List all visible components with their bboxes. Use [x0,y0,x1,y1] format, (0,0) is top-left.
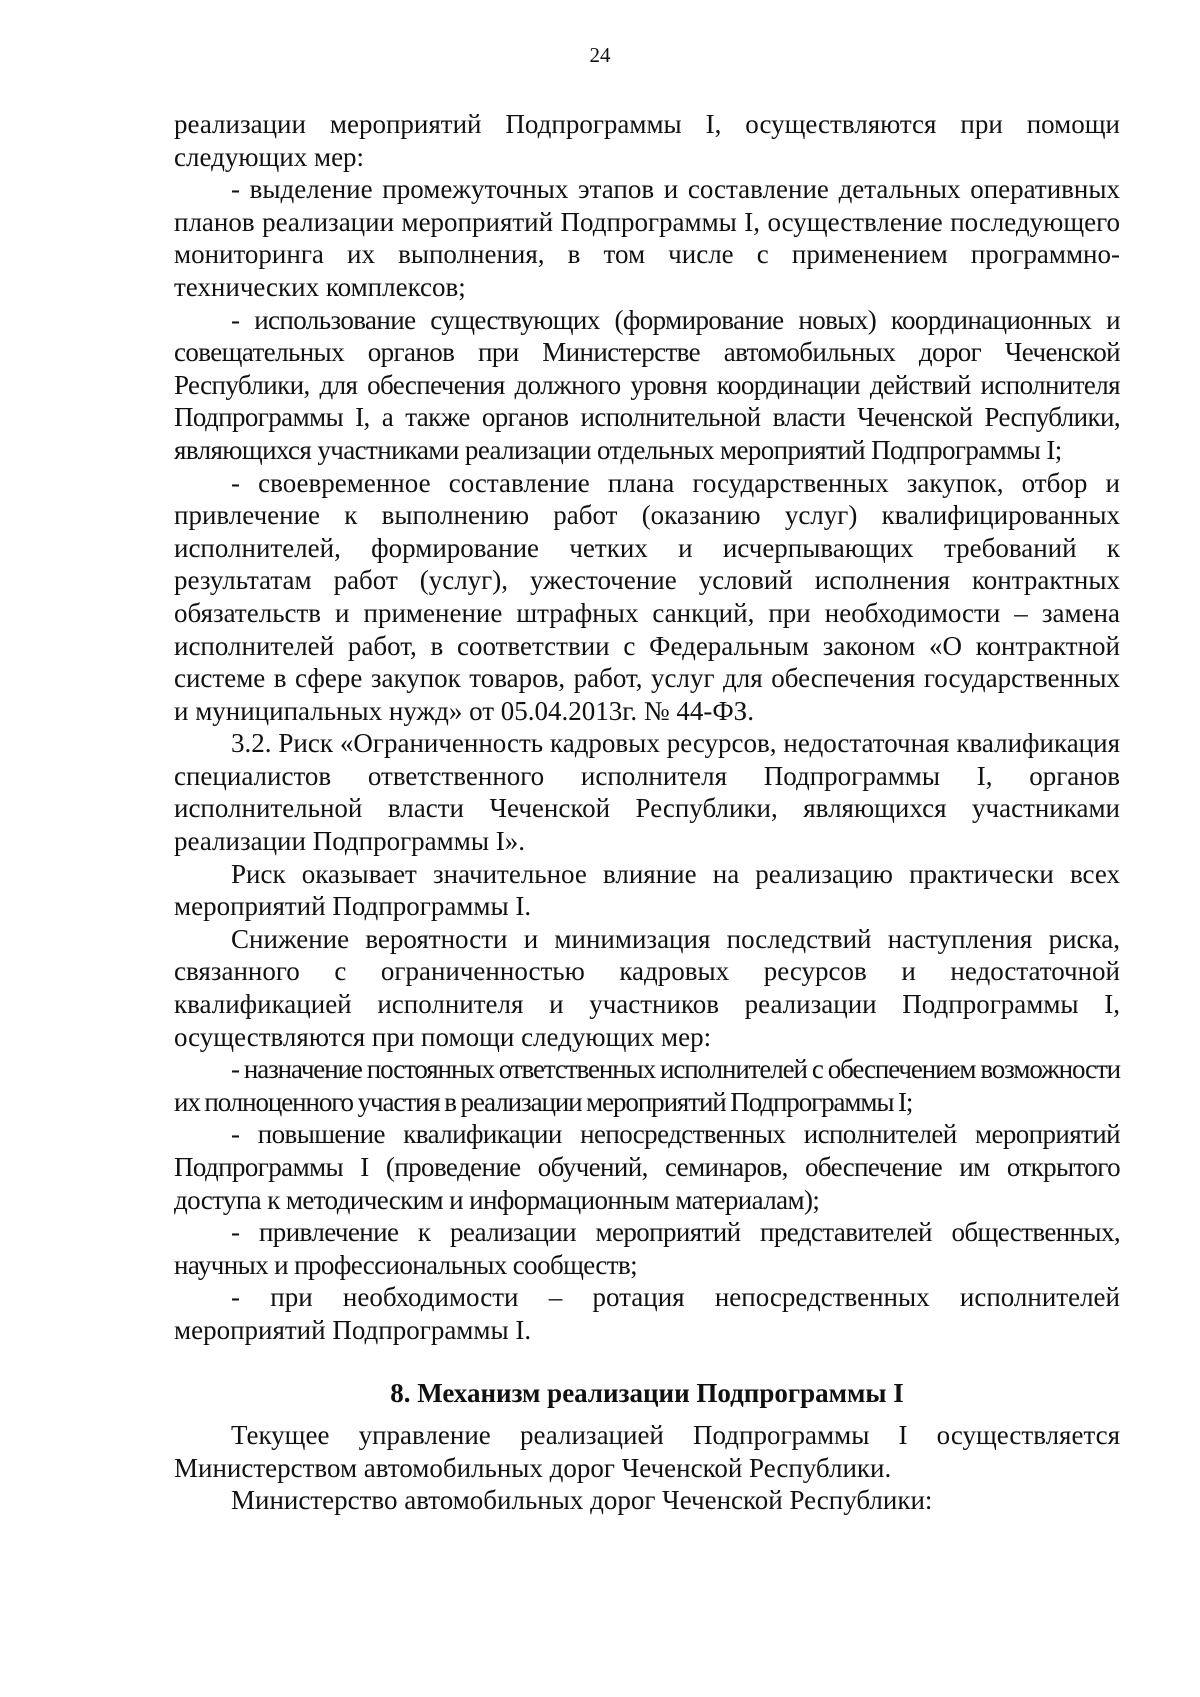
document-body [174,108,1120,1517]
paragraph: Текущее управление реализацией Подпрограммы I осуществляется Министерством автомобильных дорог Чеченской Республики. [174,1420,1120,1483]
page-number: 24 [589,43,611,67]
list-item: - использование существующих (формирование новых) координационных и совещательных органов при Министерстве автомобильных дорог Чеченской Республики, для обеспечения должного уровня координации действий исполнителя Подпрограммы I, а также органов исполнительной власти Чеченской Республики, являющихся участниками реализации отдельных мероприятий Подпрограммы I; [174,304,1120,465]
list-item: - повышение квалификации непосредственных исполнителей мероприятий Подпрограммы I (проведение обучений, семинаров, обеспечение им открытого доступа к методическим и информационным материалам); [174,1119,1120,1215]
section-heading: 8. Механизм реализации Подпрограммы I [390,1377,904,1408]
paragraph: реализации мероприятий Подпрограммы I, осуществляются при помощи следующих мер: [174,109,1120,172]
paragraph: Министерство автомобильных дорог Чеченской Республики: [231,1485,933,1516]
list-item: - назначение постоянных ответственных исполнителей с обеспечением возможности их полноценного участия в реализации мероприятий Подпрограммы I; [174,1054,1120,1117]
list-item: - при необходимости – ротация непосредственных исполнителей мероприятий Подпрограммы I. [174,1282,1120,1345]
list-item: - привлечение к реализации мероприятий представителей общественных, научных и профессиональных сообществ; [174,1217,1120,1280]
paragraph: Снижение вероятности и минимизация последствий наступления риска, связанного с ограниченностью кадровых ресурсов и недостаточной квалификацией исполнителя и участников реализации Подпрограммы I, осуществляются при помощи следующих мер: [174,923,1120,1052]
list-item: - выделение промежуточных этапов и составление детальных оперативных планов реализации мероприятий Подпрограммы I, осуществление последующего мониторинга их выполнения, в том числе с применением программно-технических комплексов; [174,174,1120,302]
list-item: - своевременное составление плана государственных закупок, отбор и привлечение к выполнению работ (оказанию услуг) квалифицированных исполнителей, формирование четких и исчерпывающих требований к результатам работ (услуг), ужесточение условий исполнения контрактных обязательств и применение штрафных санкций, при необходимости – замена исполнителей работ, в соответствии с Федеральным законом «О контрактной системе в сфере закупок товаров, работ, услуг для обеспечения государственных и муниципальных нужд» от 05.04.2013г. № 44-ФЗ. [174,467,1120,726]
paragraph: 3.2. Риск «Ограниченность кадровых ресурсов, недостаточная квалификация специалистов ответственного исполнителя Подпрограммы I, органов исполнительной власти Чеченской Республики, являющихся участниками реализации Подпрограммы I». [174,728,1120,857]
paragraph: Риск оказывает значительное влияние на реализацию практически всех мероприятий Подпрограммы I. [174,858,1120,922]
